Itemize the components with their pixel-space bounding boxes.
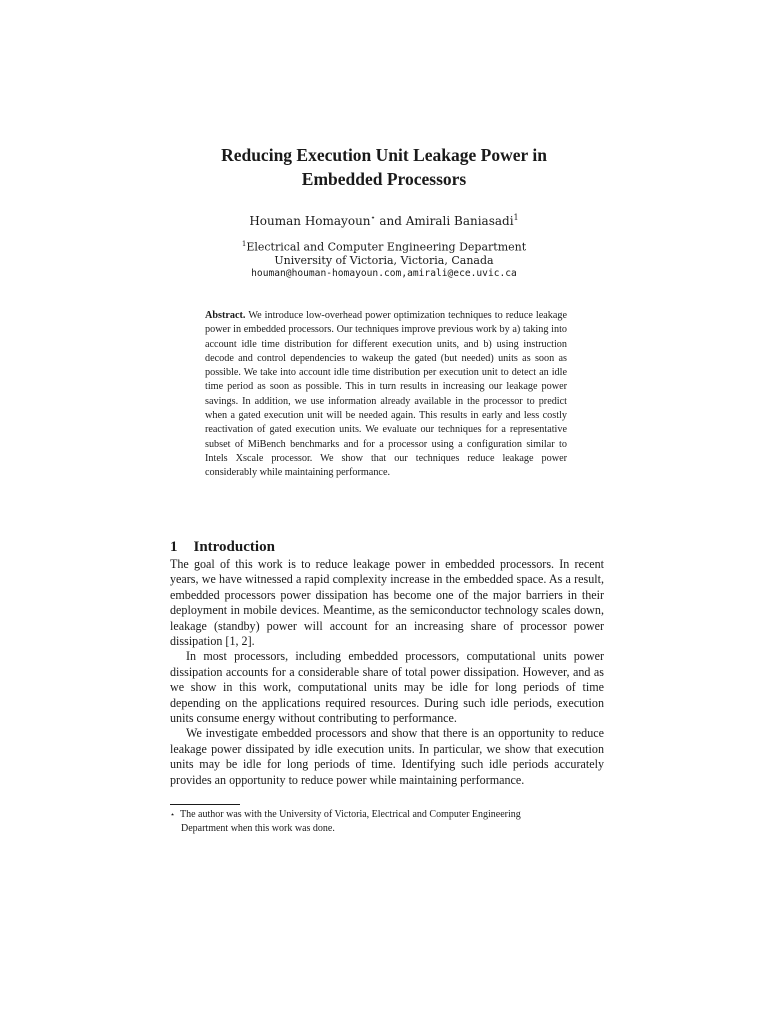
author-emails: houman@houman-homayoun.com,amirali@ece.uvic.ca bbox=[251, 267, 517, 279]
body-paragraph: We investigate embedded processors and show that there is an opportunity to reduce leakage power dissipated by idle execution units. In particular, we show that execution units may be idle for long periods of time. Identifying such idle periods accurately provides an opportunity to reduce power while maintaining performance. bbox=[170, 726, 604, 787]
affiliation-marker: 1 bbox=[241, 240, 247, 248]
title-line-2: Embedded Processors bbox=[301, 169, 467, 189]
author-name: Amirali Baniasadi bbox=[405, 214, 514, 228]
author-conjunction: and bbox=[375, 214, 406, 228]
body-paragraph: The goal of this work is to reduce leakage power in embedded processors. In recent years, we have witnessed a rapid complexity increase in the embedded space. As a result, embedded processors power dissipation has become one of the major barriers in their deployment in mobile devices. Meantime, as the semiconductor technology scales down, leakage (standby) power will account for an increasing share of processor power dissipation [1, 2]. bbox=[170, 557, 604, 649]
footnote-marker: ⋆ bbox=[370, 213, 376, 222]
affiliation-university: University of Victoria, Victoria, Canada bbox=[274, 253, 494, 267]
section-title: Introduction bbox=[193, 539, 275, 556]
section-body bbox=[170, 557, 604, 788]
abstract-label: Abstract. bbox=[205, 310, 246, 321]
affiliation-marker: 1 bbox=[513, 213, 519, 222]
footnote-text-line-2: Department when this work was done. bbox=[181, 822, 335, 834]
paper-title bbox=[0, 143, 768, 191]
author-name: Houman Homayoun bbox=[249, 214, 371, 228]
abstract-text: We introduce low-overhead power optimization techniques to reduce leakage power in embedded processors. Our techniques improve previous work by a) taking into account idle time distribution for different execution units, and b) using instruction decode and control dependencies to wakeup the gated (but needed) units as soon as possible. We take into account idle time distribution per execution unit to detect an idle time period as soon as possible. This in turn results in increasing our leakage power savings. In addition, we use information already available in the processor to predict when a gated execution unit will be needed again. This results in early and less costly reactivation of gated execution units. We evaluate our techniques for a representative subset of MiBench benchmarks and for a processor using a configuration similar to Intels Xscale processor. We show that our techniques reduce leakage power considerably while maintaining performance. bbox=[205, 310, 567, 479]
affiliation-block bbox=[0, 238, 768, 280]
footnote bbox=[170, 808, 604, 835]
section-number: 1 bbox=[170, 539, 178, 556]
author-list bbox=[0, 210, 768, 229]
affiliation-department: Electrical and Computer Engineering Department bbox=[246, 240, 527, 254]
body-paragraph: In most processors, including embedded processors, computational units power dissipation accounts for a considerable share of total power dissipation. However, and as we show in this work, computational units may be idle for long periods of time depending on the applications required resources. During such idle periods, execution units consume energy without contributing to performance. bbox=[170, 649, 604, 726]
footnote-divider bbox=[170, 804, 240, 805]
footnote-text-line-1: The author was with the University of Victoria, Electrical and Computer Engineering bbox=[180, 809, 521, 820]
title-line-1: Reducing Execution Unit Leakage Power in bbox=[221, 145, 547, 165]
footnote-marker: ⋆ bbox=[170, 810, 176, 819]
abstract bbox=[205, 309, 567, 481]
section-heading bbox=[170, 539, 275, 556]
